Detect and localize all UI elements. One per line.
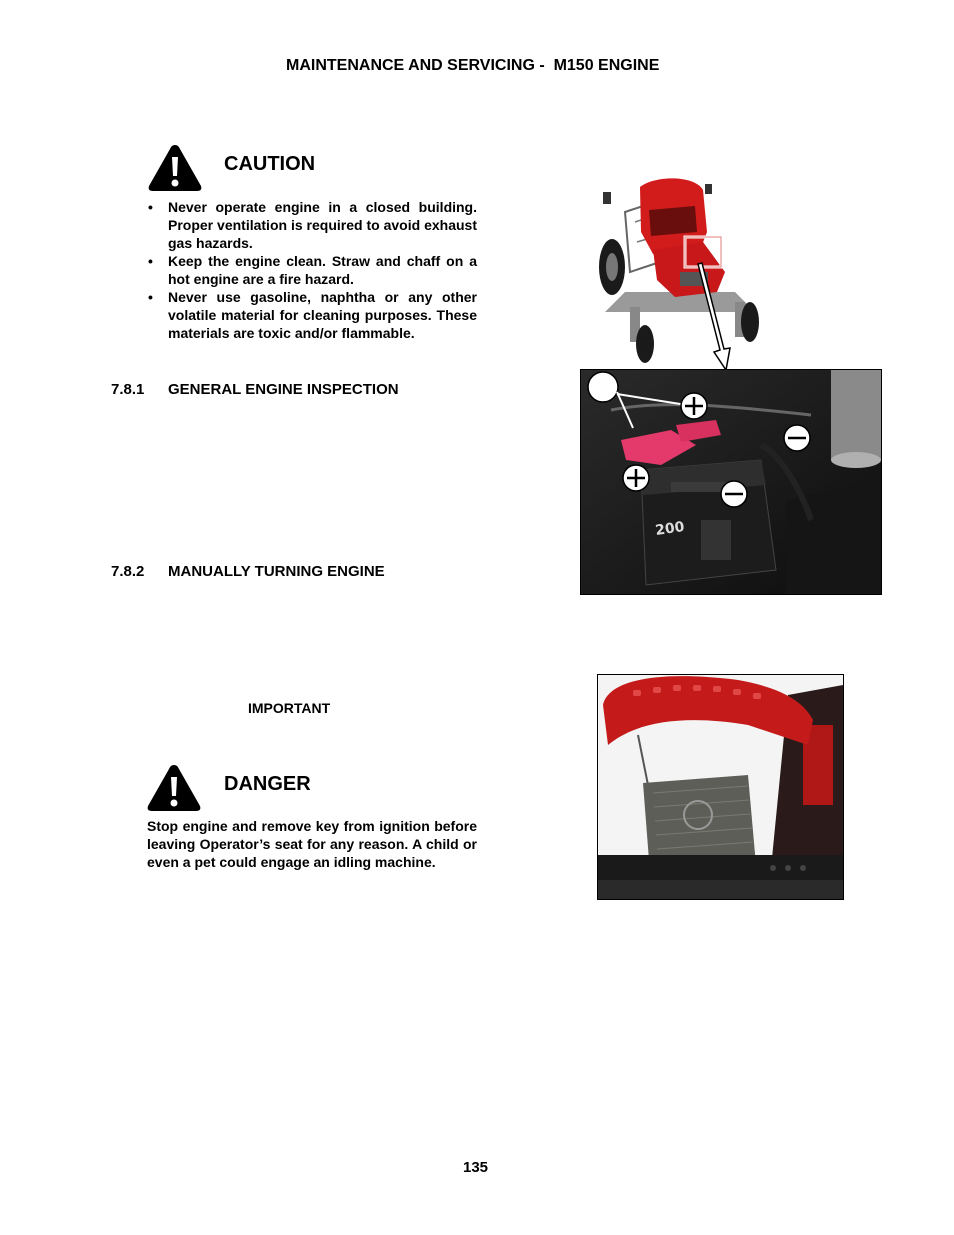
minus-terminal-icon bbox=[721, 481, 747, 507]
section-number: 7.8.1 bbox=[111, 381, 145, 398]
svg-text:200: 200 bbox=[654, 519, 686, 539]
minus-terminal-icon bbox=[784, 425, 810, 451]
caution-list bbox=[146, 198, 477, 342]
engine-hood-photo bbox=[597, 674, 844, 900]
section-number: 7.8.2 bbox=[111, 563, 145, 580]
section-title: GENERAL ENGINE INSPECTION bbox=[168, 381, 399, 398]
caution-item: • Keep the engine clean. Straw and chaff on a hot engine are a fire hazard. bbox=[146, 252, 477, 288]
battery-photo bbox=[580, 369, 882, 595]
section-title: MANUALLY TURNING ENGINE bbox=[168, 563, 385, 580]
caution-item: • Never operate engine in a closed building. Proper ventilation is required to avoid exhaust gas hazards. bbox=[146, 198, 477, 252]
callout-arrow-icon bbox=[690, 262, 740, 372]
important-label: IMPORTANT bbox=[248, 700, 331, 716]
danger-heading: DANGER bbox=[224, 773, 311, 795]
plus-terminal-icon bbox=[623, 465, 649, 491]
tractor-overview-illustration bbox=[585, 172, 775, 367]
section-heading-7-8-1 bbox=[111, 381, 399, 398]
plus-terminal-icon bbox=[681, 393, 707, 419]
section-heading-7-8-2 bbox=[111, 563, 385, 580]
warning-triangle-icon bbox=[147, 143, 203, 193]
caution-heading: CAUTION bbox=[224, 153, 316, 175]
caution-item: • Never use gasoline, naphtha or any other volatile material for cleaning purposes. These materials are toxic and/or flammable. bbox=[146, 288, 477, 342]
page-header: MAINTENANCE AND SERVICING - M150 ENGINE bbox=[286, 57, 660, 74]
page-number: 135 bbox=[463, 1159, 489, 1176]
warning-triangle-icon bbox=[146, 763, 202, 813]
danger-text: Stop engine and remove key from ignition before leaving Operator’s seat for any reason. A child or even a pet could engage an idling machine. bbox=[147, 818, 477, 870]
